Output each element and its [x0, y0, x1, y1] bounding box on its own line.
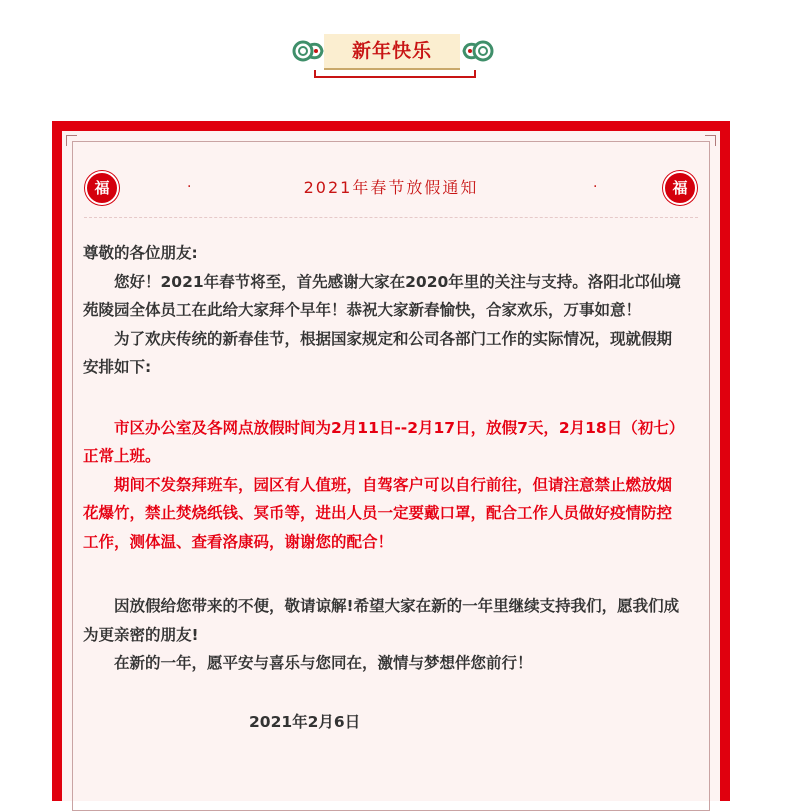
- auspicious-cloud-icon: [292, 36, 324, 66]
- title-dot: .: [187, 175, 192, 191]
- corner-ornament: [705, 135, 716, 146]
- letter-body: [83, 239, 687, 736]
- greeting: 尊敬的各位朋友:: [83, 244, 198, 262]
- paragraph-greeting: 您好！2021年春节将至，首先感谢大家在2020年里的关注与支持。洛阳北邙仙境苑陵园全体员工在此给大家拜个早年！恭祝大家新春愉快，合家欢乐，万事如意！: [83, 272, 681, 319]
- title-divider: [84, 217, 698, 218]
- title-dot: .: [593, 175, 598, 191]
- notice-title: 2021年春节放假通知: [303, 178, 479, 197]
- notice-paper: [62, 131, 720, 801]
- banner-underline: [314, 70, 476, 78]
- paragraph-holiday-dates: 市区办公室及各网点放假时间为2月11日--2月17日，放假7天，2月18日（初七）正常上班。: [83, 418, 685, 465]
- new-year-banner: [292, 30, 494, 78]
- paragraph-notice-rules: 期间不发祭拜班车，园区有人值班，自驾客户可以自行前往，但请注意禁止燃放烟花爆竹，禁止焚烧纸钱、冥币等，进出人员一定要戴口罩，配合工作人员做好疫情防控工作，测体温、查看洛康码，谢谢您的配合！: [83, 475, 673, 551]
- banner-title: 新年快乐: [351, 40, 432, 62]
- letter-date: 2021年2月6日: [249, 712, 361, 731]
- fu-badge-icon: 福: [663, 171, 697, 205]
- paragraph-wishes: 在新的一年，愿平安与喜乐与您同在，激情与梦想伴您前行！: [114, 654, 533, 672]
- auspicious-cloud-icon: [462, 36, 494, 66]
- corner-ornament: [66, 135, 77, 146]
- paragraph-apology: 因放假给您带来的不便，敬请谅解!希望大家在新的一年里继续支持我们，愿我们成为更亲密的朋友!: [83, 597, 680, 644]
- paragraph-arrangement: 为了欢庆传统的新春佳节，根据国家规定和公司各部门工作的实际情况，现就假期安排如下:: [83, 329, 673, 376]
- notice-frame: [52, 121, 730, 801]
- fu-badge-icon: 福: [85, 171, 119, 205]
